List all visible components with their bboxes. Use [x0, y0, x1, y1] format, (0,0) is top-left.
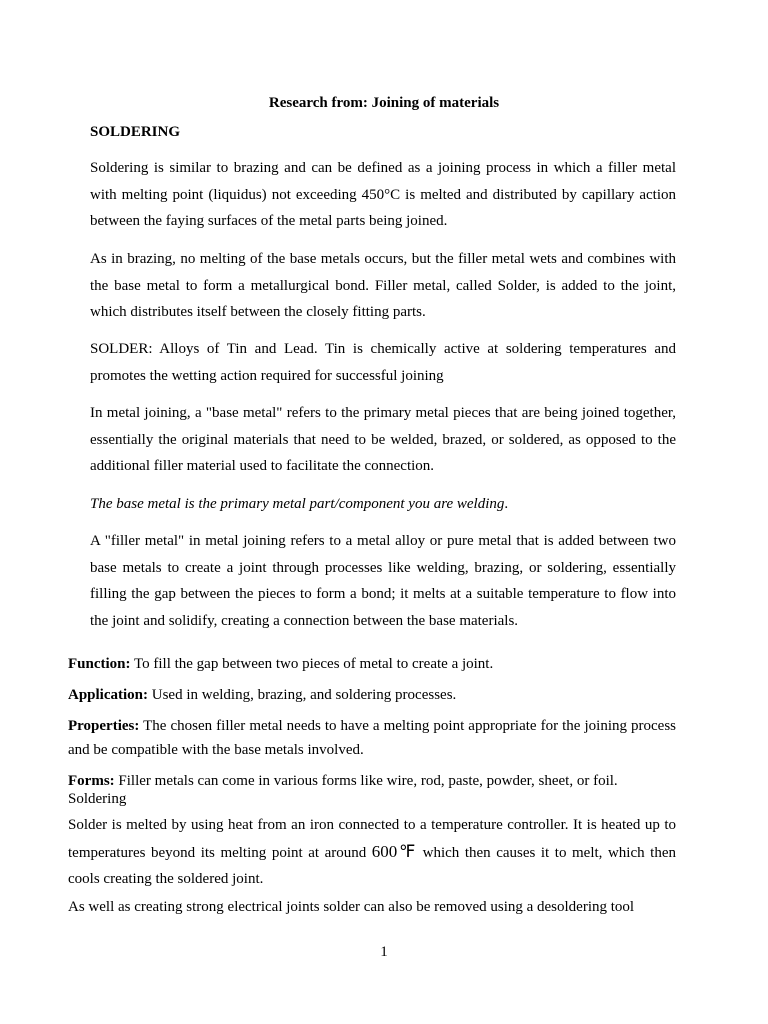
definition-text: To fill the gap between two pieces of metal to create a joint.	[130, 656, 494, 672]
definition-text: The chosen filler metal needs to have a melting point appropriate for the joining process and be compatible with the base metals involved.	[68, 718, 676, 758]
paragraph-base-metal-note	[90, 491, 676, 518]
paragraph-filler-metal: A "filler metal" in metal joining refers to a metal alloy or pure metal that is added between two base metals to create a joint through processes like welding, brazing, or soldering, essentially filling the gap between the pieces to form a bond; it melts at a suitable temperature to flow into the joint and solidify, creating a connection between the base materials.	[90, 533, 676, 630]
definition-label: Application:	[68, 687, 149, 703]
subheading-soldering: Soldering	[68, 791, 127, 807]
section-heading: SOLDERING	[90, 124, 181, 140]
definition-text: Filler metals can come in various forms like wire, rod, paste, powder, sheet, or foil.	[114, 773, 618, 789]
document-title: Research from: Joining of materials	[268, 95, 500, 111]
definition-text: Used in welding, brazing, and soldering processes.	[148, 687, 457, 703]
paragraph-base-metal: In metal joining, a "base metal" refers to the primary metal pieces that are being joined together, essentially the original materials that need to be welded, brazed, or soldered, as opposed to the additional filler material used to facilitate the connection.	[90, 405, 676, 475]
definition-properties	[68, 714, 676, 762]
definition-application	[68, 683, 676, 707]
solder-para-before: Solder is melted by using heat from an iron connected to a temperature controller. It is heated up to temperatures beyond its melting point at around	[68, 817, 676, 861]
definition-label: Forms:	[68, 773, 115, 789]
solder-temperature: 600℉	[371, 841, 418, 861]
paragraph-solder-melting	[68, 812, 676, 893]
definition-label: Function:	[68, 656, 131, 672]
italic-note-period: .	[504, 496, 509, 512]
page-number: 1	[380, 944, 388, 960]
paragraph-soldering-definition: Soldering is similar to brazing and can be defined as a joining process in which a filler metal with melting point (liquidus) not exceeding 450°C is melted and distributed by capillary action between the faying surfaces of the metal parts being joined.	[90, 160, 676, 230]
solder-para-after: which then causes it to melt, which then cools creating the soldered joint.	[68, 844, 676, 888]
definition-function	[68, 652, 676, 676]
paragraph-solder-alloys: SOLDER: Alloys of Tin and Lead. Tin is chemically active at soldering temperatures and promotes the wetting action required for successful joining	[90, 341, 676, 384]
paragraph-brazing-comparison: As in brazing, no melting of the base metals occurs, but the filler metal wets and combines with the base metal to form a metallurgical bond. Filler metal, called Solder, is added to the joint, which distributes itself between the closely fitting parts.	[90, 251, 676, 321]
italic-note: The base metal is the primary metal part/component you are welding	[90, 496, 505, 512]
definition-label: Properties:	[68, 718, 140, 734]
paragraph-desoldering: As well as creating strong electrical joints solder can also be removed using a desoldering tool	[68, 899, 635, 915]
